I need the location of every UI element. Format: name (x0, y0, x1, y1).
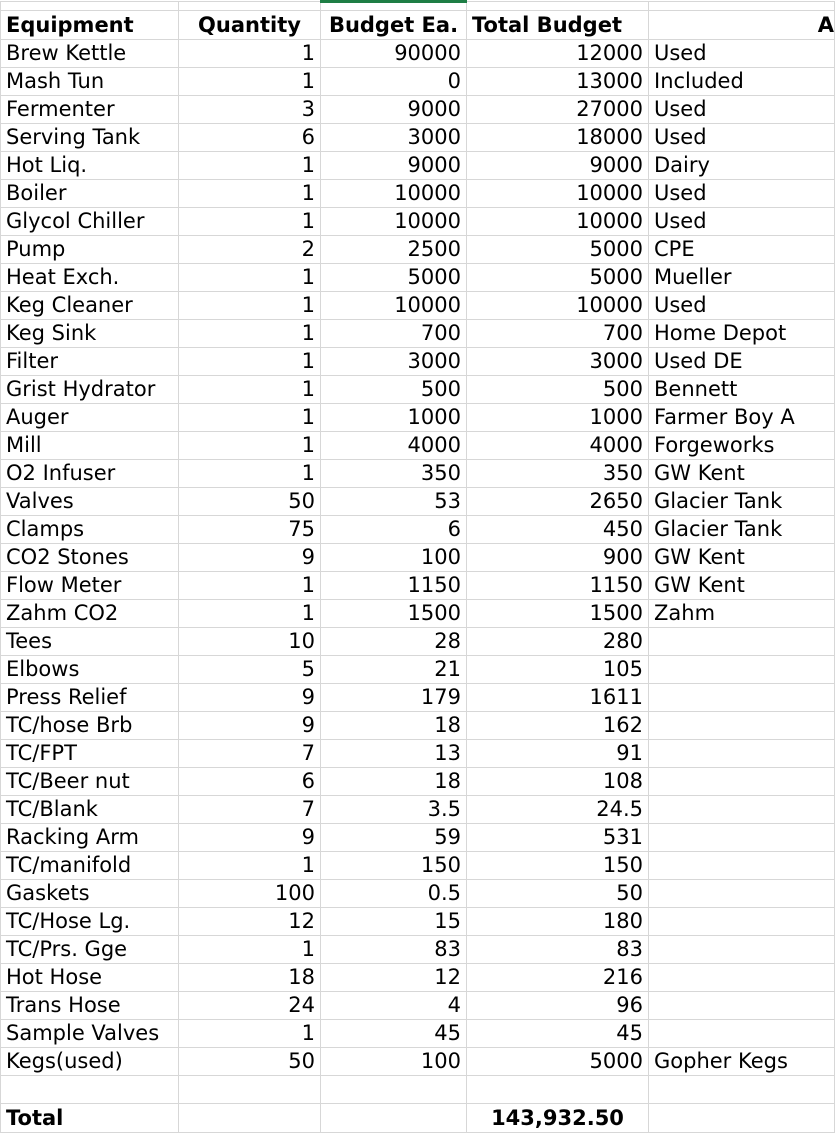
vendor-text: Glacier Tank (654, 489, 783, 513)
budget-each-cell[interactable]: 2500 (321, 236, 467, 264)
equipment-cell[interactable]: Tees (1, 628, 179, 656)
equipment-cell[interactable]: Grist Hydrator (1, 376, 179, 404)
header-equipment[interactable]: Equipment (1, 11, 179, 40)
budget-each-cell[interactable]: 350 (321, 460, 467, 488)
total-budget-cell[interactable]: 13000 (467, 68, 649, 96)
quantity-cell[interactable]: 1 (179, 40, 321, 68)
equipment-cell[interactable]: Mill (1, 432, 179, 460)
equipment-cell[interactable]: Sample Valves (1, 1020, 179, 1048)
total-budget-cell[interactable]: 500 (467, 376, 649, 404)
quantity-cell[interactable]: 1 (179, 404, 321, 432)
total-budget-cell[interactable]: 91 (467, 740, 649, 768)
equipment-cell[interactable]: Fermenter (1, 96, 179, 124)
vendor-cell[interactable] (649, 68, 835, 96)
total-budget-cell[interactable]: 3000 (467, 348, 649, 376)
table-row (1, 96, 835, 124)
table-row (1, 208, 835, 236)
table-row (1, 684, 835, 712)
vendor-cell[interactable] (649, 1048, 835, 1076)
budget-each-cell[interactable]: 21 (321, 656, 467, 684)
vendor-cell[interactable] (649, 936, 835, 964)
table-row (1, 124, 835, 152)
total-label[interactable]: Total (1, 1104, 179, 1133)
table-row (1, 348, 835, 376)
vendor-cell[interactable] (649, 992, 835, 1020)
total-budget-cell[interactable]: 18000 (467, 124, 649, 152)
budget-each-cell[interactable]: 10000 (321, 208, 467, 236)
vendor-cell[interactable] (649, 404, 835, 432)
budget-each-cell[interactable]: 12 (321, 964, 467, 992)
vendor-cell[interactable] (649, 348, 835, 376)
vendor-cell[interactable] (649, 880, 835, 908)
total-budget-cell[interactable]: 700 (467, 320, 649, 348)
cell[interactable] (649, 1076, 835, 1104)
budget-each-cell[interactable]: 1500 (321, 600, 467, 628)
quantity-cell[interactable]: 7 (179, 740, 321, 768)
equipment-cell[interactable]: Brew Kettle (1, 40, 179, 68)
quantity-cell[interactable]: 1 (179, 936, 321, 964)
vendor-cell[interactable] (649, 684, 835, 712)
equipment-cell[interactable]: Hot Liq. (1, 152, 179, 180)
table-row (1, 964, 835, 992)
header-row (1, 11, 835, 40)
vendor-cell[interactable] (649, 1020, 835, 1048)
top-partial-row (1, 2, 835, 11)
table-row (1, 1048, 835, 1076)
table-row (1, 936, 835, 964)
equipment-cell[interactable]: TC/manifold (1, 852, 179, 880)
budget-each-cell[interactable]: 10000 (321, 180, 467, 208)
total-budget-cell[interactable]: 96 (467, 992, 649, 1020)
vendor-text: Glacier Tank (654, 517, 783, 541)
total-budget-cell[interactable]: 280 (467, 628, 649, 656)
equipment-cell[interactable]: Press Relief (1, 684, 179, 712)
quantity-cell[interactable]: 1 (179, 460, 321, 488)
budget-each-cell[interactable]: 18 (321, 712, 467, 740)
total-budget-cell[interactable]: 108 (467, 768, 649, 796)
quantity-cell[interactable]: 5 (179, 656, 321, 684)
vendor-cell[interactable] (649, 320, 835, 348)
budget-each-cell[interactable]: 53 (321, 488, 467, 516)
vendor-cell[interactable] (649, 180, 835, 208)
vendor-text: Used (654, 209, 707, 233)
vendor-text: Farmer Boy A (654, 405, 795, 429)
table-row (1, 740, 835, 768)
vendor-cell[interactable] (649, 376, 835, 404)
vendor-cell[interactable] (649, 712, 835, 740)
budget-each-cell[interactable]: 18 (321, 768, 467, 796)
table-row (1, 488, 835, 516)
vendor-cell[interactable] (649, 768, 835, 796)
equipment-cell[interactable]: Clamps (1, 516, 179, 544)
equipment-cell[interactable]: Flow Meter (1, 572, 179, 600)
budget-each-cell[interactable]: 28 (321, 628, 467, 656)
budget-each-cell[interactable]: 9000 (321, 96, 467, 124)
total-budget-cell[interactable]: 5000 (467, 264, 649, 292)
vendor-cell[interactable] (649, 628, 835, 656)
header-quantity[interactable]: Quantity (179, 11, 321, 40)
budget-each-cell[interactable]: 9000 (321, 152, 467, 180)
total-budget-cell[interactable]: 180 (467, 908, 649, 936)
table-row (1, 544, 835, 572)
quantity-cell[interactable]: 1 (179, 852, 321, 880)
total-budget-cell[interactable]: 10000 (467, 292, 649, 320)
total-budget-cell[interactable]: 450 (467, 516, 649, 544)
equipment-cell[interactable]: Zahm CO2 (1, 600, 179, 628)
quantity-cell[interactable]: 1 (179, 432, 321, 460)
vendor-text: Used (654, 97, 707, 121)
table-row (1, 656, 835, 684)
vendor-cell[interactable] (649, 516, 835, 544)
table-row (1, 404, 835, 432)
equipment-cell[interactable]: Heat Exch. (1, 264, 179, 292)
budget-each-cell[interactable]: 1000 (321, 404, 467, 432)
budget-each-cell[interactable]: 700 (321, 320, 467, 348)
total-budget-cell[interactable]: 9000 (467, 152, 649, 180)
total-budget-cell[interactable]: 4000 (467, 432, 649, 460)
quantity-cell[interactable]: 75 (179, 516, 321, 544)
vendor-cell[interactable] (649, 572, 835, 600)
equipment-cell[interactable]: Glycol Chiller (1, 208, 179, 236)
budget-each-cell[interactable]: 0 (321, 68, 467, 96)
empty-row (1, 1076, 835, 1104)
equipment-cell[interactable]: Auger (1, 404, 179, 432)
total-budget-cell[interactable]: 150 (467, 852, 649, 880)
table-row (1, 236, 835, 264)
vendor-text: CPE (654, 237, 695, 261)
quantity-cell[interactable]: 6 (179, 768, 321, 796)
table-row (1, 768, 835, 796)
vendor-text: Mueller (654, 265, 732, 289)
table-row (1, 40, 835, 68)
cell[interactable] (1, 2, 179, 11)
header-total-budget[interactable]: Total Budget (467, 11, 649, 40)
budget-each-cell[interactable]: 100 (321, 1048, 467, 1076)
table-row (1, 992, 835, 1020)
header-col-e-partial[interactable]: A (649, 11, 835, 40)
table-row (1, 432, 835, 460)
vendor-text: Used (654, 181, 707, 205)
total-budget-cell[interactable]: 350 (467, 460, 649, 488)
equipment-cell[interactable]: Hot Hose (1, 964, 179, 992)
quantity-cell[interactable]: 24 (179, 992, 321, 1020)
quantity-cell[interactable]: 100 (179, 880, 321, 908)
equipment-cell[interactable]: Keg Sink (1, 320, 179, 348)
equipment-cell[interactable]: TC/Hose Lg. (1, 908, 179, 936)
equipment-cell[interactable]: TC/Blank (1, 796, 179, 824)
budget-each-cell[interactable]: 83 (321, 936, 467, 964)
equipment-cell[interactable]: Filter (1, 348, 179, 376)
table-row (1, 264, 835, 292)
total-row (1, 1104, 835, 1133)
cell[interactable] (649, 2, 835, 11)
cell[interactable] (179, 1104, 321, 1133)
cell[interactable] (321, 1104, 467, 1133)
total-budget-cell[interactable]: 45 (467, 1020, 649, 1048)
total-budget-cell[interactable]: 1500 (467, 600, 649, 628)
table-row (1, 292, 835, 320)
quantity-cell[interactable]: 1 (179, 572, 321, 600)
equipment-cell[interactable]: Boiler (1, 180, 179, 208)
equipment-cell[interactable]: TC/Beer nut (1, 768, 179, 796)
budget-each-cell[interactable]: 59 (321, 824, 467, 852)
budget-each-cell[interactable]: 5000 (321, 264, 467, 292)
table-row (1, 68, 835, 96)
quantity-cell[interactable]: 9 (179, 544, 321, 572)
cell[interactable] (179, 1076, 321, 1104)
vendor-cell[interactable] (649, 40, 835, 68)
budget-each-cell[interactable]: 90000 (321, 40, 467, 68)
budget-each-cell[interactable]: 500 (321, 376, 467, 404)
quantity-cell[interactable]: 3 (179, 96, 321, 124)
total-budget-cell[interactable]: 105 (467, 656, 649, 684)
total-budget-cell[interactable]: 50 (467, 880, 649, 908)
equipment-cell[interactable]: TC/hose Brb (1, 712, 179, 740)
quantity-cell[interactable]: 9 (179, 684, 321, 712)
equipment-cell[interactable]: Trans Hose (1, 992, 179, 1020)
table-row (1, 908, 835, 936)
equipment-cell[interactable]: Elbows (1, 656, 179, 684)
vendor-cell[interactable] (649, 96, 835, 124)
budget-each-cell[interactable]: 100 (321, 544, 467, 572)
table-row (1, 320, 835, 348)
table-row (1, 796, 835, 824)
equipment-cell[interactable]: Kegs(used) (1, 1048, 179, 1076)
vendor-text: Dairy (654, 153, 710, 177)
quantity-cell[interactable]: 1 (179, 264, 321, 292)
cell[interactable] (467, 2, 649, 11)
vendor-text: Gopher Kegs (654, 1049, 788, 1073)
total-budget-cell[interactable]: 216 (467, 964, 649, 992)
equipment-cell[interactable]: Racking Arm (1, 824, 179, 852)
total-budget-cell[interactable]: 12000 (467, 40, 649, 68)
budget-each-cell[interactable]: 4 (321, 992, 467, 1020)
equipment-cell[interactable]: CO2 Stones (1, 544, 179, 572)
quantity-cell[interactable]: 50 (179, 1048, 321, 1076)
budget-each-cell[interactable]: 10000 (321, 292, 467, 320)
vendor-text: Forgeworks (654, 433, 775, 457)
quantity-cell[interactable]: 9 (179, 824, 321, 852)
budget-each-cell[interactable]: 179 (321, 684, 467, 712)
table-row (1, 516, 835, 544)
vendor-cell[interactable] (649, 544, 835, 572)
quantity-cell[interactable]: 1 (179, 208, 321, 236)
vendor-cell[interactable] (649, 236, 835, 264)
vendor-cell[interactable] (649, 460, 835, 488)
vendor-cell[interactable] (649, 796, 835, 824)
quantity-cell[interactable]: 1 (179, 348, 321, 376)
budget-each-cell[interactable]: 4000 (321, 432, 467, 460)
table-row (1, 824, 835, 852)
total-budget-cell[interactable]: 83 (467, 936, 649, 964)
table-row (1, 712, 835, 740)
total-budget-cell[interactable]: 1611 (467, 684, 649, 712)
total-budget-cell[interactable]: 10000 (467, 208, 649, 236)
vendor-text: GW Kent (654, 545, 745, 569)
table-row (1, 1020, 835, 1048)
table-row (1, 572, 835, 600)
quantity-cell[interactable]: 6 (179, 124, 321, 152)
quantity-cell[interactable]: 1 (179, 1020, 321, 1048)
table-row (1, 180, 835, 208)
table-row (1, 852, 835, 880)
budget-each-cell[interactable]: 0.5 (321, 880, 467, 908)
vendor-text: GW Kent (654, 461, 745, 485)
vendor-text: Used (654, 41, 707, 65)
equipment-cell[interactable]: Mash Tun (1, 68, 179, 96)
budget-each-cell[interactable]: 3.5 (321, 796, 467, 824)
quantity-cell[interactable]: 1 (179, 320, 321, 348)
vendor-cell[interactable] (649, 488, 835, 516)
vendor-text: Used (654, 293, 707, 317)
cell[interactable] (321, 1076, 467, 1104)
table-row (1, 600, 835, 628)
equipment-cell[interactable]: Gaskets (1, 880, 179, 908)
quantity-cell[interactable]: 1 (179, 180, 321, 208)
cell[interactable] (649, 1104, 835, 1133)
equipment-cell[interactable]: TC/FPT (1, 740, 179, 768)
quantity-cell[interactable]: 1 (179, 292, 321, 320)
equipment-cell[interactable]: Keg Cleaner (1, 292, 179, 320)
cell[interactable] (467, 1076, 649, 1104)
table-row (1, 376, 835, 404)
quantity-cell[interactable]: 1 (179, 600, 321, 628)
budget-each-cell[interactable]: 150 (321, 852, 467, 880)
vendor-cell[interactable] (649, 208, 835, 236)
budget-each-cell[interactable]: 15 (321, 908, 467, 936)
vendor-text: Zahm (654, 601, 716, 625)
quantity-cell[interactable]: 50 (179, 488, 321, 516)
vendor-cell[interactable] (649, 152, 835, 180)
budget-each-cell[interactable]: 3000 (321, 124, 467, 152)
equipment-cell[interactable]: O2 Infuser (1, 460, 179, 488)
vendor-text: Used (654, 125, 707, 149)
table-row (1, 880, 835, 908)
quantity-cell[interactable]: 1 (179, 68, 321, 96)
total-budget-cell[interactable]: 162 (467, 712, 649, 740)
vendor-cell[interactable] (649, 264, 835, 292)
total-budget-cell[interactable]: 531 (467, 824, 649, 852)
total-budget-cell[interactable]: 27000 (467, 96, 649, 124)
total-value[interactable]: 143,932.50 (467, 1104, 649, 1133)
table-row (1, 152, 835, 180)
quantity-cell[interactable]: 2 (179, 236, 321, 264)
vendor-text: Used DE (654, 349, 743, 373)
budget-each-cell[interactable]: 6 (321, 516, 467, 544)
header-budget-each[interactable]: Budget Ea. (321, 11, 467, 40)
vendor-cell[interactable] (649, 740, 835, 768)
vendor-cell[interactable] (649, 124, 835, 152)
vendor-text: Bennett (654, 377, 738, 401)
quantity-cell[interactable]: 9 (179, 712, 321, 740)
vendor-text: Home Depot (654, 321, 787, 345)
vendor-cell[interactable] (649, 600, 835, 628)
table-row (1, 460, 835, 488)
total-budget-cell[interactable]: 10000 (467, 180, 649, 208)
total-budget-cell[interactable]: 2650 (467, 488, 649, 516)
quantity-cell[interactable]: 1 (179, 376, 321, 404)
table-row (1, 628, 835, 656)
total-budget-cell[interactable]: 900 (467, 544, 649, 572)
vendor-cell[interactable] (649, 852, 835, 880)
total-budget-cell[interactable]: 24.5 (467, 796, 649, 824)
total-budget-cell[interactable]: 1000 (467, 404, 649, 432)
equipment-cell[interactable]: Pump (1, 236, 179, 264)
total-budget-cell[interactable]: 5000 (467, 1048, 649, 1076)
total-budget-cell[interactable]: 5000 (467, 236, 649, 264)
equipment-cell[interactable]: Valves (1, 488, 179, 516)
vendor-text: GW Kent (654, 573, 745, 597)
equipment-cell[interactable]: TC/Prs. Gge (1, 936, 179, 964)
cell[interactable] (1, 1076, 179, 1104)
budget-each-cell[interactable]: 3000 (321, 348, 467, 376)
vendor-cell[interactable] (649, 292, 835, 320)
total-budget-cell[interactable]: 1150 (467, 572, 649, 600)
vendor-cell[interactable] (649, 964, 835, 992)
vendor-cell[interactable] (649, 656, 835, 684)
vendor-text: Included (654, 69, 744, 93)
selected-cell-edge[interactable] (321, 2, 467, 11)
vendor-cell[interactable] (649, 908, 835, 936)
quantity-cell[interactable]: 18 (179, 964, 321, 992)
equipment-cell[interactable]: Serving Tank (1, 124, 179, 152)
quantity-cell[interactable]: 1 (179, 152, 321, 180)
quantity-cell[interactable]: 7 (179, 796, 321, 824)
budget-each-cell[interactable]: 1150 (321, 572, 467, 600)
budget-each-cell[interactable]: 45 (321, 1020, 467, 1048)
vendor-cell[interactable] (649, 432, 835, 460)
vendor-cell[interactable] (649, 824, 835, 852)
cell[interactable] (179, 2, 321, 11)
budget-each-cell[interactable]: 13 (321, 740, 467, 768)
quantity-cell[interactable]: 10 (179, 628, 321, 656)
quantity-cell[interactable]: 12 (179, 908, 321, 936)
